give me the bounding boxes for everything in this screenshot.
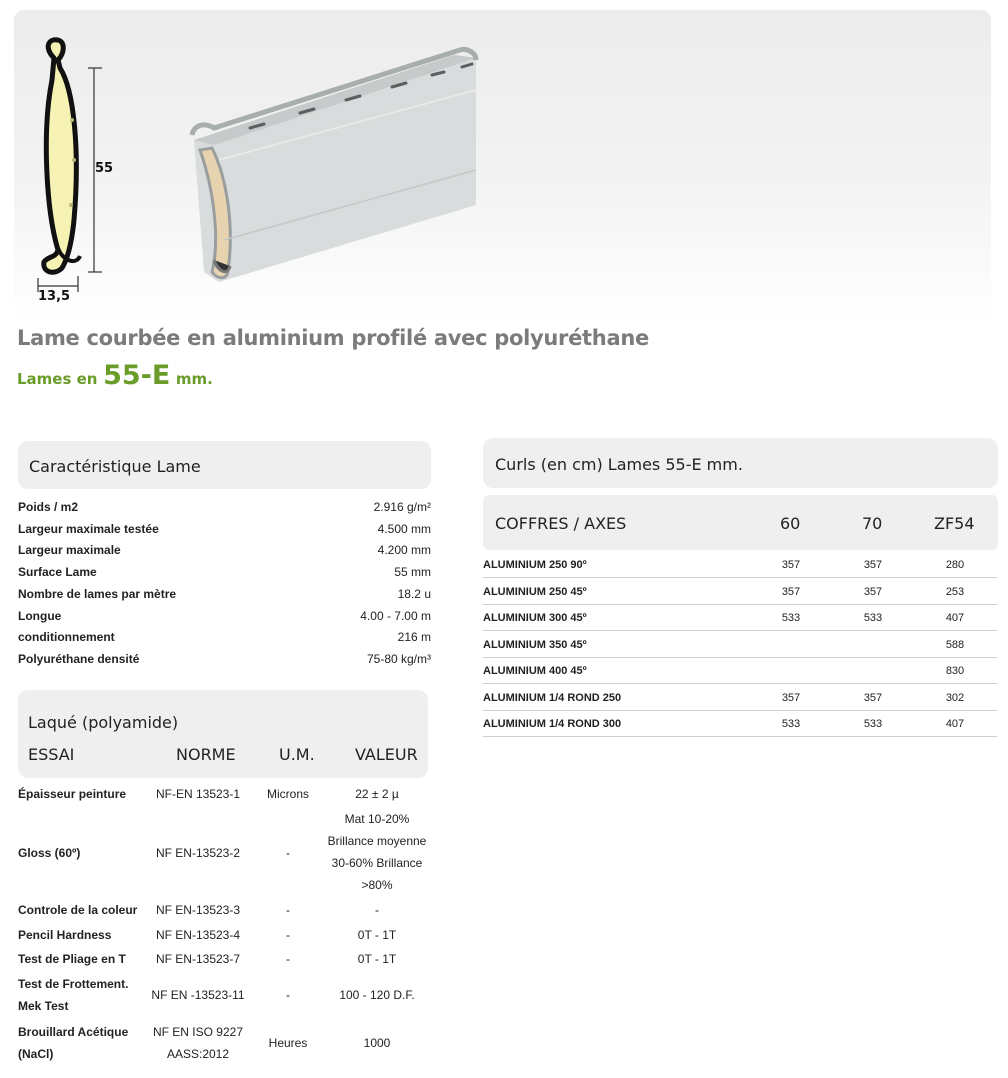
spec-label: conditionnement — [18, 630, 115, 645]
spec-value: 18.2 u — [397, 586, 431, 601]
laque-um: - — [286, 846, 290, 860]
laque-valeur-line: Mat 10-20% — [344, 812, 410, 826]
laque-essai-line: Controle de la coleur — [18, 903, 138, 917]
laque-norme — [140, 899, 256, 921]
laque-col-um: U.M. — [279, 745, 315, 764]
spec-label: Longue — [18, 608, 62, 623]
laque-norme-line: NF EN-13523-7 — [155, 952, 241, 966]
laque-essai — [18, 842, 80, 864]
laque-norme-line: NF EN-13523-2 — [155, 846, 241, 860]
curls-value-zf54: 407 — [945, 612, 965, 624]
spec-value: 55 mm — [394, 565, 431, 580]
curls-name: ALUMINIUM 350 45º — [483, 638, 587, 651]
laque-norme-line: NF-EN 13523-1 — [155, 787, 241, 801]
laque-essai-line: Gloss (60º) — [18, 846, 81, 860]
curls-value-60: 357 — [781, 585, 801, 598]
curls-row — [483, 657, 997, 684]
laque-valeur-line: Brillance moyenne — [327, 834, 427, 848]
laque-valeur-line: 30-60% Brillance — [331, 856, 423, 870]
caracteristique-header — [18, 441, 431, 489]
spec-label: Largeur maximale testée — [18, 521, 159, 536]
curls-col-name: COFFRES / AXES — [495, 514, 627, 533]
spec-value: 75-80 kg/m³ — [366, 651, 431, 666]
laque-valeur-line: 100 - 120 D.F. — [339, 987, 415, 1002]
curls-row — [483, 551, 997, 578]
laque-norme — [140, 984, 256, 1006]
curls-value-70: 533 — [863, 718, 883, 730]
height-dimension-label: 55 — [95, 161, 114, 176]
spec-value: 4.500 mm — [377, 521, 431, 536]
laque-um: - — [286, 928, 290, 942]
curls-col-60: 60 — [780, 514, 801, 533]
curls-column-header — [483, 495, 998, 550]
curls-row — [483, 578, 997, 605]
slat-illustration — [14, 10, 991, 322]
curls-name: ALUMINIUM 300 45º — [483, 612, 587, 624]
laque-col-essai: ESSAI — [28, 745, 75, 764]
spec-value: 4.00 - 7.00 m — [360, 608, 431, 623]
laque-valeur-line: >80% — [361, 878, 393, 892]
laque-essai — [18, 783, 126, 805]
laque-essai — [18, 899, 137, 921]
spec-row — [18, 584, 431, 605]
spec-row — [18, 627, 431, 648]
laque-essai-line: Brouillard Acétique — [18, 1025, 129, 1039]
spec-label: Surface Lame — [18, 565, 97, 580]
spec-value: 4.200 mm — [377, 543, 431, 558]
laque-norme — [140, 783, 256, 805]
page-title: Lame courbée en aluminium profilé avec polyuréthane — [17, 326, 649, 350]
curls-name: ALUMINIUM 1/4 ROND 250 — [483, 691, 622, 704]
spec-row — [18, 649, 431, 670]
laque-valeur-line: 22 ± 2 µ — [355, 786, 399, 801]
curls-value-60: 533 — [781, 612, 801, 624]
laque-col-valeur: VALEUR — [355, 745, 418, 764]
laque-essai — [18, 973, 128, 1017]
curls-value-70: 357 — [863, 559, 883, 571]
spec-value: 216 m — [397, 630, 431, 645]
curls-col-zf54: ZF54 — [934, 514, 975, 533]
curls-title: Curls (en cm) Lames 55-E mm. — [495, 455, 743, 474]
laque-header — [18, 690, 428, 778]
spec-row — [18, 562, 431, 583]
laque-essai-line: Test de Frottement. — [18, 977, 129, 991]
laque-essai — [18, 1021, 128, 1065]
curls-value-70: 357 — [863, 691, 883, 704]
laque-norme — [140, 924, 256, 946]
width-dimension-label: 13,5 — [38, 289, 71, 304]
laque-essai-line: Test de Pliage en T — [18, 952, 126, 966]
curls-value-zf54: 302 — [945, 691, 965, 704]
laque-valeur — [322, 924, 432, 946]
laque-valeur — [322, 948, 432, 970]
spec-value: 2.916 g/m² — [373, 500, 431, 514]
laque-norme-line: NF EN -13523-11 — [151, 988, 245, 1002]
curls-name: ALUMINIUM 250 45º — [483, 585, 587, 598]
laque-valeur — [322, 808, 432, 896]
laque-valeur — [322, 984, 432, 1006]
curls-value-60: 357 — [781, 559, 801, 571]
page-subtitle — [17, 360, 213, 391]
laque-um: Microns — [266, 787, 309, 801]
spec-row — [18, 519, 431, 540]
laque-essai — [18, 924, 111, 946]
profile-cross-section — [38, 40, 102, 292]
curls-value-70: 533 — [863, 612, 883, 624]
laque-essai-line: (NaCl) — [18, 1047, 54, 1061]
curls-value-zf54: 253 — [945, 585, 965, 598]
laque-valeur-line: 0T - 1T — [357, 927, 397, 942]
curls-value-zf54: 407 — [945, 718, 965, 730]
curls-value-60: 533 — [781, 718, 801, 730]
subtitle-size: 55-E — [103, 360, 171, 391]
laque-norme — [140, 842, 256, 864]
laque-valeur — [322, 899, 432, 921]
laque-norme-line: NF EN-13523-4 — [155, 928, 241, 942]
caracteristique-title: Caractéristique Lame — [29, 457, 201, 476]
curls-col-70: 70 — [862, 514, 883, 533]
laque-col-norme: NORME — [176, 745, 236, 764]
subtitle-prefix: Lames en — [17, 370, 98, 388]
laque-um: Heures — [268, 1036, 308, 1050]
laque-um: - — [286, 952, 290, 966]
curls-name: ALUMINIUM 250 90º — [483, 559, 587, 571]
curls-row — [483, 684, 997, 711]
curls-row — [483, 604, 997, 631]
laque-um: - — [286, 903, 290, 917]
curls-row — [483, 631, 997, 658]
laque-valeur-line: 1000 — [363, 1035, 391, 1050]
laque-valeur — [322, 1032, 432, 1054]
laque-norme-line: AASS:2012 — [166, 1047, 230, 1061]
laque-valeur — [322, 783, 432, 805]
laque-essai-line: Épaisseur peinture — [18, 787, 127, 801]
laque-title: Laqué (polyamide) — [28, 713, 179, 732]
slat-3d-render — [192, 49, 476, 282]
laque-valeur-line: - — [375, 902, 379, 917]
curls-value-70: 357 — [863, 585, 883, 598]
laque-essai — [18, 948, 126, 970]
curls-value-zf54: 280 — [945, 559, 965, 571]
curls-row — [483, 710, 997, 737]
subtitle-suffix: mm. — [175, 370, 213, 388]
laque-norme — [140, 948, 256, 970]
laque-essai-line: Pencil Hardness — [18, 928, 112, 942]
spec-row — [18, 606, 431, 627]
spec-label: Largeur maximale — [18, 543, 121, 558]
laque-um: - — [286, 988, 290, 1002]
curls-value-zf54: 830 — [945, 665, 965, 677]
spec-label: Nombre de lames par mètre — [18, 586, 177, 601]
curls-name: ALUMINIUM 400 45º — [483, 665, 587, 677]
curls-value-zf54: 588 — [945, 638, 965, 651]
curls-header — [483, 438, 998, 488]
laque-norme-line: NF EN ISO 9227 — [152, 1025, 244, 1039]
spec-label: Poids / m2 — [18, 500, 79, 514]
spec-label: Polyuréthane densité — [18, 651, 140, 666]
curls-name: ALUMINIUM 1/4 ROND 300 — [483, 718, 622, 730]
laque-norme-line: NF EN-13523-3 — [155, 903, 241, 917]
curls-value-60: 357 — [781, 691, 801, 704]
product-hero — [14, 10, 991, 322]
spec-row — [18, 497, 431, 518]
laque-norme — [140, 1021, 256, 1065]
spec-row — [18, 540, 431, 561]
laque-essai-line: Mek Test — [18, 999, 69, 1013]
laque-valeur-line: 0T - 1T — [357, 951, 397, 966]
